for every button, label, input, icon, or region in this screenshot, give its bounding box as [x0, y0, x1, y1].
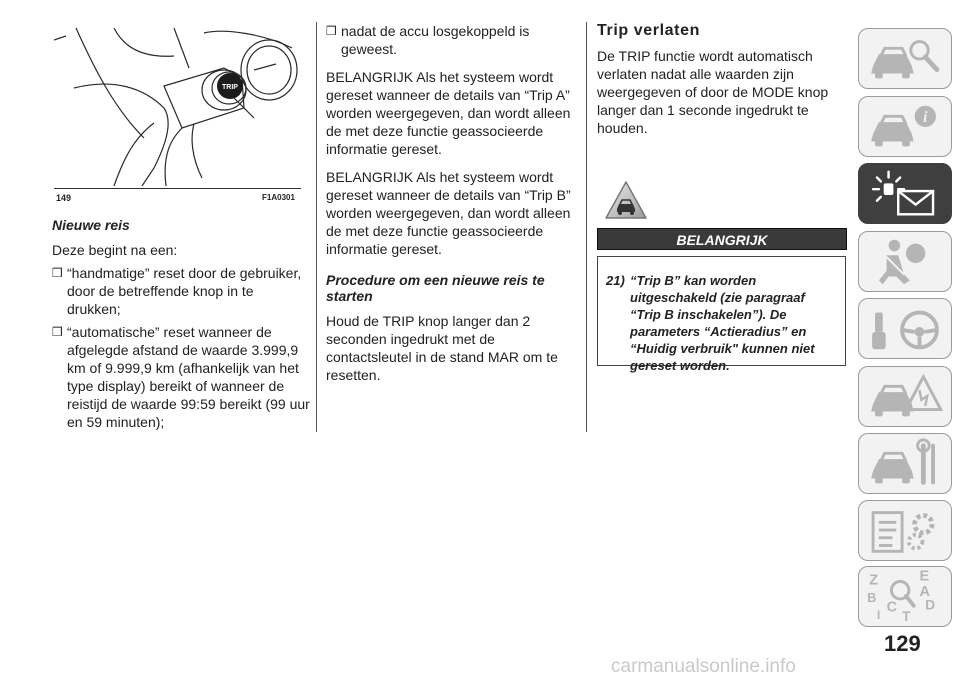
list-item — [52, 323, 310, 431]
car-search-icon — [859, 29, 951, 88]
list-item — [52, 264, 310, 318]
warning-note — [606, 272, 839, 374]
procedure-text: Houd de TRIP knop langer dan 2 seconden ingedrukt met de contactsleutel in de stand MAR om te resetten. — [326, 313, 558, 383]
checkbox-bullet-icon: ❒ — [52, 266, 63, 280]
column-divider — [316, 22, 317, 432]
list-item — [326, 22, 578, 58]
page-number: 129 — [884, 631, 921, 656]
section-heading-trip-verlaten: Trip verlaten — [597, 22, 700, 39]
trip-button-label: TRIP — [222, 84, 238, 91]
alphabetical-index-icon — [859, 567, 951, 626]
list-item-text: “automatische” reset wanneer de afgelegde afstand de waarde 3.999,9 km of 9.999,9 km (afhankelijk van het type display) bereikt of wanneer de reistijd de waarde 99:59 bereikt (99 uur en 59 minuten); — [67, 324, 310, 430]
section-heading-nieuwe-reis: Nieuwe reis — [52, 217, 130, 233]
column-divider — [586, 22, 587, 432]
car-maintenance-icon — [859, 434, 951, 493]
key-steering-wheel-icon — [859, 299, 951, 358]
index-letter-e: E — [919, 568, 930, 585]
warning-triangle-car-icon — [604, 180, 648, 220]
warning-title: BELANGRIJK — [597, 228, 847, 250]
trip-exit-text: De TRIP functie wordt automatisch verlaten nadat alle waarden zijn weergegeven of door de MODE knop langer dan 1 seconde ingedrukt te houden. — [597, 48, 829, 136]
note-number: 21) — [606, 273, 625, 288]
tab-alphabetical-index[interactable] — [858, 566, 952, 627]
figure-number: 149 — [56, 193, 72, 203]
seatbelt-airbag-icon — [859, 232, 951, 291]
index-letter-a: A — [919, 584, 930, 601]
tab-car-maintenance[interactable] — [858, 433, 952, 494]
trip-button-figure — [54, 28, 301, 186]
index-letter-z: Z — [869, 572, 879, 589]
tab-car-emergency[interactable] — [858, 366, 952, 427]
checkbox-bullet-icon: ❒ — [326, 24, 337, 38]
trip-stalk-illustration — [54, 28, 301, 186]
svg-text:i: i — [923, 109, 928, 127]
column-2 — [326, 22, 578, 384]
list-item-text: nadat de accu losgekoppeld is geweest. — [341, 23, 530, 57]
index-letter-c: C — [886, 599, 898, 616]
warning-box — [597, 256, 846, 373]
checkbox-bullet-icon: ❒ — [52, 325, 63, 339]
tab-seatbelt-airbag[interactable] — [858, 231, 952, 292]
intro-text: Deze begint na een: — [52, 242, 178, 258]
list-item-text: “handmatige” reset door de gebruiker, door de betreffende knop in te drukken; — [67, 265, 302, 317]
car-info-icon — [859, 97, 951, 156]
tab-key-steering-wheel[interactable] — [858, 298, 952, 359]
important-note-trip-a: BELANGRIJK Als het systeem wordt gereset wanneer de details van “Trip A” worden weergegeven, dan wordt alleen de met deze functie geassocieerde informatie gereset. — [326, 69, 571, 157]
section-heading-procedure: Procedure om een nieuwe reis te starten — [326, 272, 545, 304]
index-letter-i: I — [876, 609, 881, 623]
watermark: carmanualsonline.info — [611, 656, 796, 677]
tab-warning-lights-messages[interactable] — [858, 163, 952, 224]
tab-car-search[interactable] — [858, 28, 952, 89]
important-note-trip-b: BELANGRIJK Als het systeem wordt gereset wanneer de details van “Trip B” worden weergegeven, dan wordt alleen de met deze functie geassocieerde informatie gereset. — [326, 169, 571, 257]
index-letter-t: T — [902, 609, 911, 625]
figure-rule — [54, 188, 301, 189]
note-text: “Trip B” kan worden uitgeschakeld (zie paragraaf “Trip B inschakelen”). De parameters “Actieradius” en “Huidig verbruik" kunnen niet gereset worden. — [630, 273, 815, 373]
index-letter-b: B — [867, 590, 877, 605]
column-1 — [52, 217, 310, 431]
tab-car-info[interactable] — [858, 96, 952, 157]
figure-code: F1A0301 — [262, 193, 295, 202]
index-letter-d: D — [925, 597, 936, 613]
tab-specs[interactable] — [858, 500, 952, 561]
specs-gear-icon — [859, 501, 951, 560]
car-emergency-icon — [859, 367, 951, 426]
warning-light-message-icon — [859, 164, 951, 223]
